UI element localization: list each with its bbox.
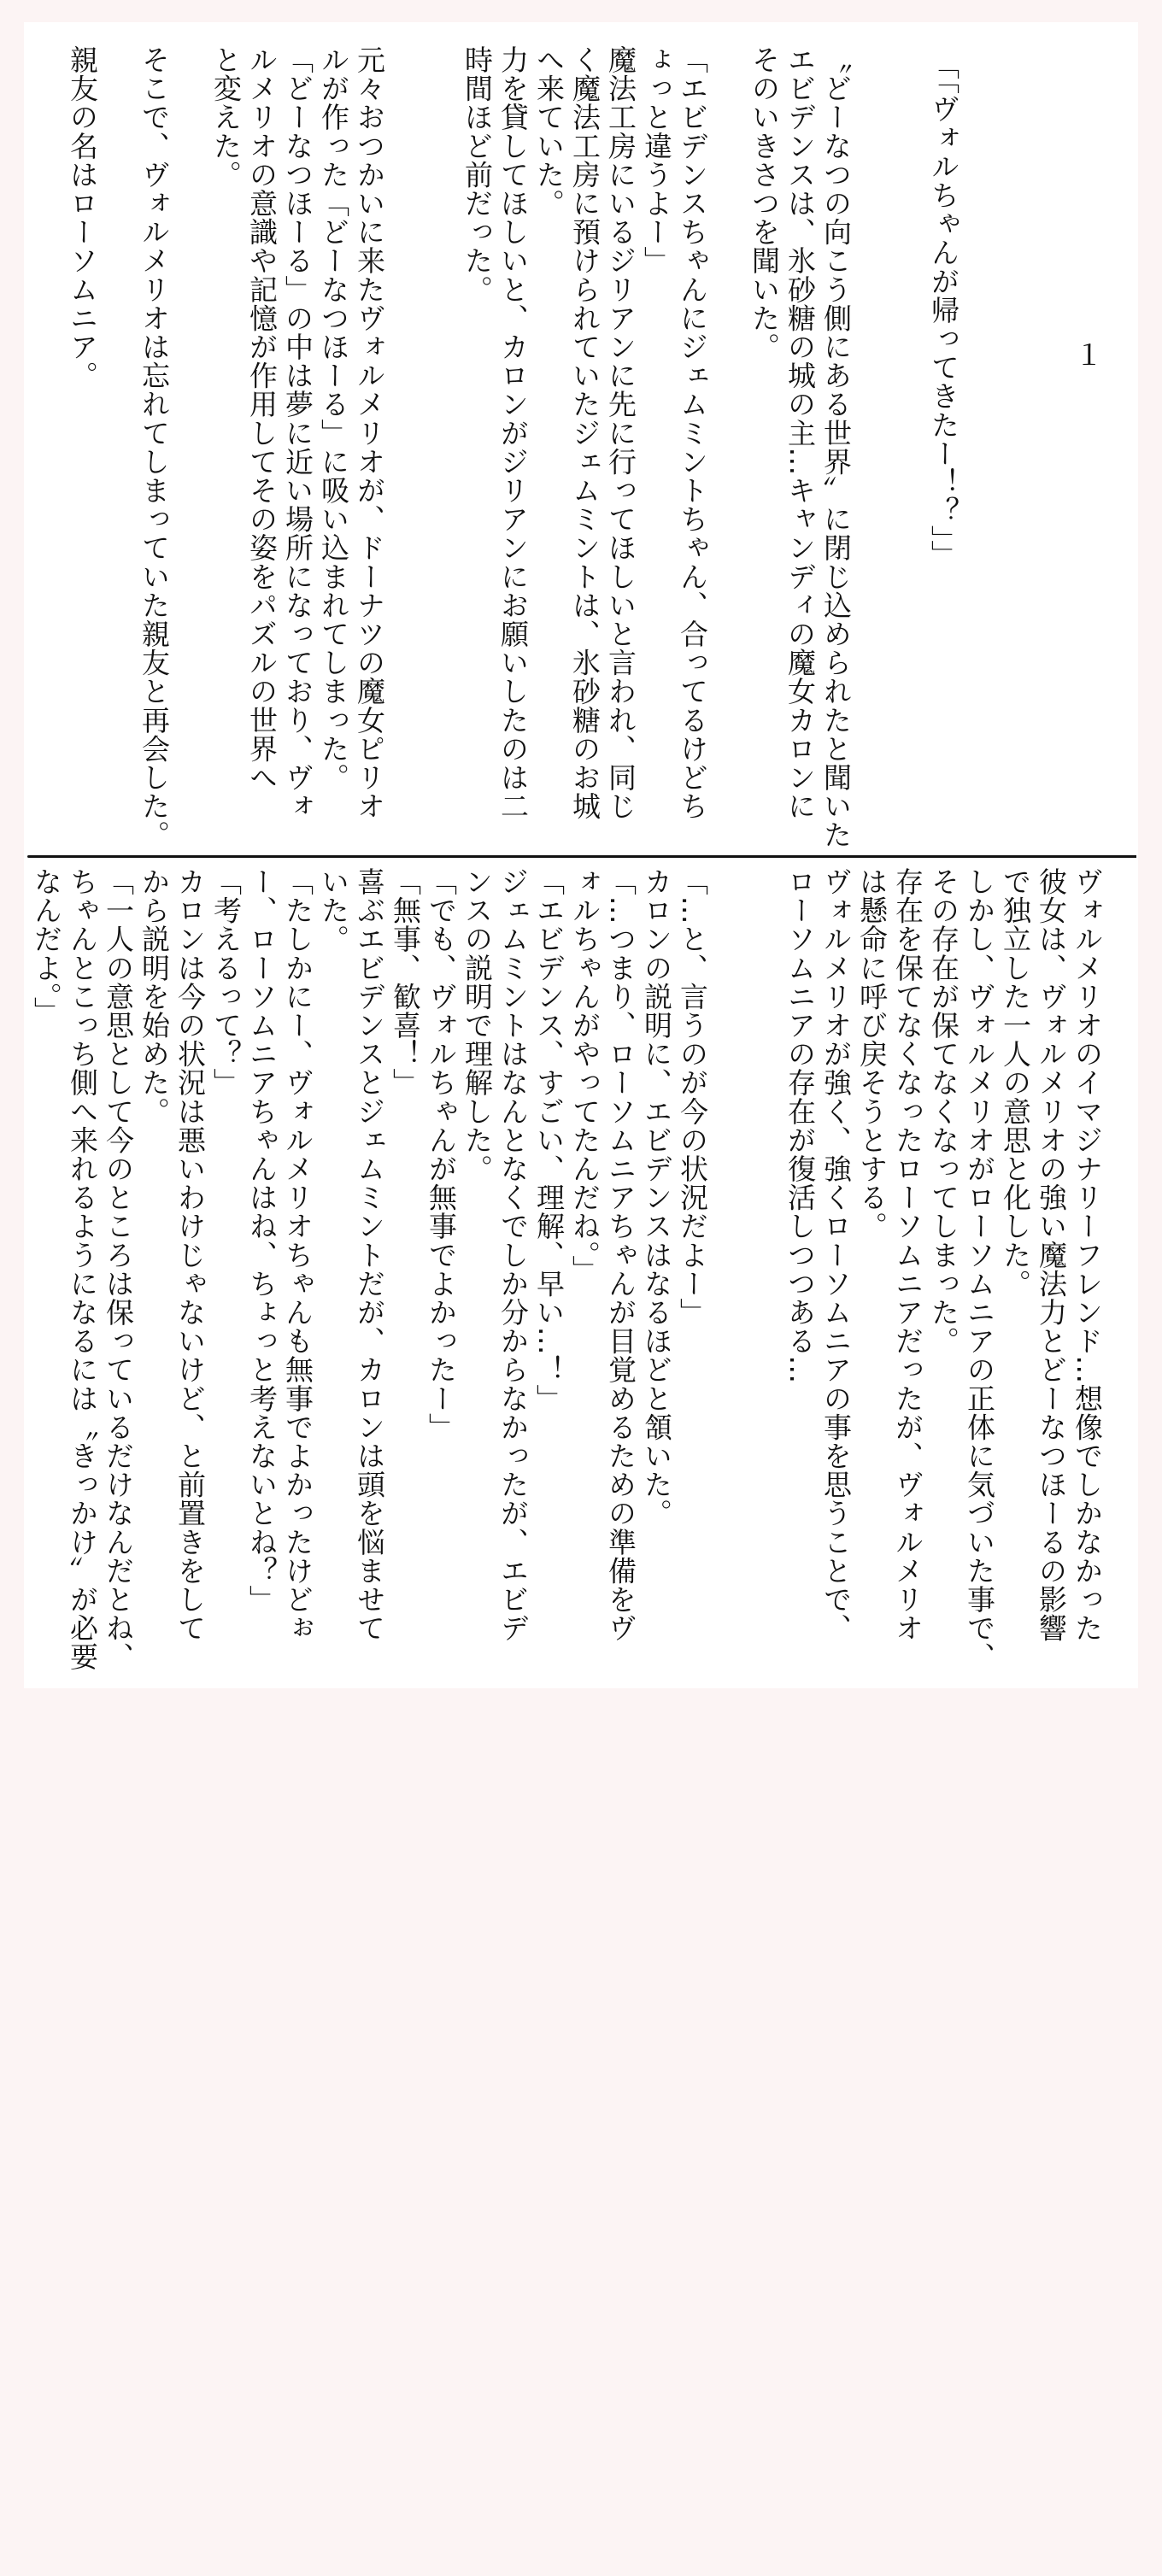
text-line: 「でも、ヴォルちゃんが無事でよかったー」 <box>423 867 459 2576</box>
text-line: 存在を保てなくなったローソムニアだったが、ヴォルメリオ <box>889 867 925 2576</box>
text-line: ルが作った「どーなつほーる」に吸い込まれてしまった。 <box>315 45 351 1754</box>
text-line: へ来ていた。 <box>531 45 566 1754</box>
text-line: 親友の名はローソムニア。 <box>64 45 100 1754</box>
text-line: そのいきさつを聞いた。 <box>746 45 782 1754</box>
text-line: カロンの説明に、エビデンスはなるほどと頷いた。 <box>638 867 674 2576</box>
text-line: しかし、ヴォルメリオがローソムニアの正体に気づいた事で、 <box>961 867 997 2576</box>
text-line: 元々おつかいに来たヴォルメリオが、ドーナツの魔女ピリオ <box>351 45 387 1754</box>
text-line: 「たしかにー、ヴォルメリオちゃんも無事でよかったけどぉ <box>279 867 315 2576</box>
text-line: 「一人の意思として今のところは保っているだけなんだとね、 <box>100 867 136 2576</box>
text-line: ォルちゃんがやってたんだね。」 <box>566 867 602 2576</box>
text-line: は懸命に呼び戻そうとする。 <box>854 867 889 2576</box>
text-line: く魔法工房に預けられていたジェムミントは、氷砂糖のお城 <box>566 45 602 1754</box>
paragraph <box>28 867 710 2576</box>
text-line: から説明を始めた。 <box>136 867 172 2576</box>
text-line: その存在が保てなくなってしまった。 <box>925 867 961 2576</box>
text-line: と変えた。 <box>208 45 244 1754</box>
text-line: 魔法工房にいるジリアンに先に行ってほしいと言われ、同じ <box>602 45 638 1754</box>
text-line: ローソムニアの存在が復活しつつある… <box>782 867 818 2576</box>
chapter-title: 「「ヴォルちゃんが帰ってきたー！？」」 <box>925 45 961 568</box>
text-line: 力を貸してほしいと、カロンがジリアンにお願いしたのは二 <box>495 45 531 1754</box>
text-line: 「…と、言うのが今の状況だよー」 <box>674 867 710 2576</box>
text-line: 「どーなつほーる」の中は夢に近い場所になっており、ヴォ <box>279 45 315 1754</box>
text-line: なんだよ。」 <box>28 867 64 2576</box>
text-line: カロンは今の状況は悪いわけじゃないけど、と前置きをして <box>172 867 208 2576</box>
text-line: ルメリオの意識や記憶が作用してその姿をパズルの世界へ <box>244 45 279 1754</box>
paragraph <box>782 867 1105 2576</box>
top-section <box>64 45 1105 853</box>
text-line: ンスの説明で理解した。 <box>459 867 495 2576</box>
text-line: 時間ほど前だった。 <box>459 45 495 1754</box>
text-line: ヴォルメリオのイマジナリーフレンド…想像でしかなかった <box>1069 867 1105 2576</box>
section-divider <box>27 855 1136 858</box>
text-line: 「考えるって？」 <box>208 867 244 2576</box>
text-line: ちゃんとこっち側へ来れるようになるには〝きっかけ〟が必要 <box>64 867 100 2576</box>
text-line: 「無事、歓喜！」 <box>387 867 423 2576</box>
text-line: エビデンスは、氷砂糖の城の主…キャンディの魔女カロンに <box>782 45 818 1754</box>
text-line: ジェムミントはなんとなくでしか分からなかったが、エビデ <box>495 867 531 2576</box>
text-line: 彼女は、ヴォルメリオの強い魔法力とどーなつほーるの影響 <box>1033 867 1069 2576</box>
text-line: ヴォルメリオが強く、強くローソムニアの事を思うことで、 <box>818 867 854 2576</box>
text-line: ょっと違うよー」 <box>638 45 674 1754</box>
text-line: そこで、ヴォルメリオは忘れてしまっていた親友と再会した。 <box>136 45 172 1754</box>
text-line: 「エビデンス、すごい、理解、早い…！」 <box>531 867 566 2576</box>
text-line: ー、ローソムニアちゃんはね、ちょっと考えないとね？」 <box>244 867 279 2576</box>
text-line: 「エビデンスちゃんにジェムミントちゃん、合ってるけどち <box>674 45 710 1754</box>
text-line: いた。 <box>315 867 351 2576</box>
text-line: 喜ぶエビデンスとジェムミントだが、カロンは頭を悩ませて <box>351 867 387 2576</box>
chapter-number: １ <box>1069 45 1105 369</box>
text-line: 〝どーなつの向こう側にある世界〟に閉じ込められたと聞いた <box>818 45 854 1754</box>
text-line: で独立した一人の意思と化した。 <box>997 867 1033 2576</box>
text-line: 「…つまり、ローソムニアちゃんが目覚めるための準備をヴ <box>602 867 638 2576</box>
bottom-section <box>28 867 1105 1679</box>
